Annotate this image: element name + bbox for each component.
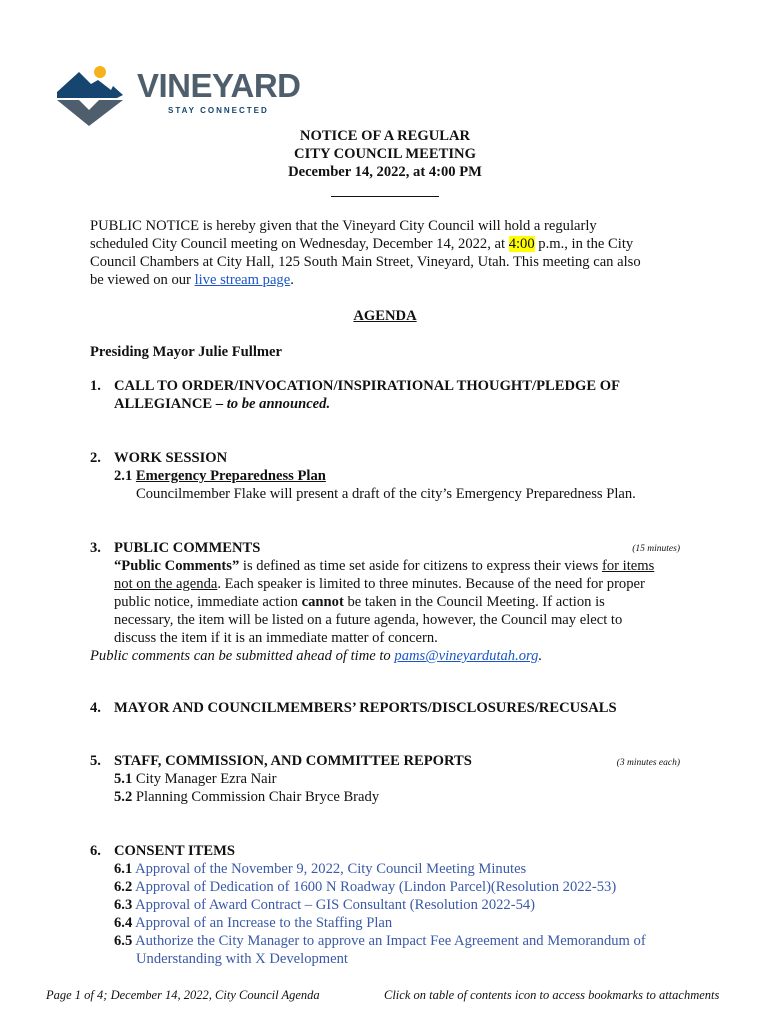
item-title: STAFF, COMMISSION, AND COMMITTEE REPORTS — [114, 753, 472, 769]
logo-tagline: STAY CONNECTED — [168, 106, 269, 115]
consent-link[interactable]: Authorize the City Manager to approve an Impact Fee Agreement and Memorandum of — [135, 933, 646, 949]
comments-line: necessary, the item will be listed on a future agenda, however, the Council may elect to — [114, 612, 623, 628]
item-title: MAYOR AND COUNCILMEMBERS’ REPORTS/DISCLOSURES/RECUSALS — [114, 700, 617, 716]
item-title: PUBLIC COMMENTS — [114, 540, 261, 556]
notice-line: scheduled City Council meeting on Wednesday, December 14, 2022, at 4:00 p.m., in the City — [90, 236, 634, 252]
consent-item: 6.3 Approval of Award Contract – GIS Consultant (Resolution 2022-54) — [114, 897, 536, 913]
notice-line: be viewed on our live stream page. — [90, 272, 294, 288]
item-number: 5. — [90, 753, 101, 769]
vineyard-logo — [55, 62, 310, 130]
consent-link-cont[interactable]: Understanding with X Development — [136, 951, 348, 967]
item-number: 3. — [90, 540, 101, 556]
title-date: December 14, 2022, at 4:00 PM — [288, 164, 482, 180]
sub-item: 5.1 City Manager Ezra Nair — [114, 771, 277, 787]
agenda-heading: AGENDA — [353, 308, 417, 324]
consent-link[interactable]: Approval of an Increase to the Staffing Plan — [135, 915, 393, 931]
consent-item: 6.1 Approval of the November 9, 2022, City Council Meeting Minutes — [114, 861, 527, 877]
notice-line: Council Chambers at City Hall, 125 South Main Street, Vineyard, Utah. This meeting can also — [90, 254, 641, 270]
live-stream-link[interactable]: live stream page — [194, 272, 291, 288]
title-divider — [331, 196, 439, 197]
title-line-2: CITY COUNCIL MEETING — [294, 146, 476, 162]
sub-item: 2.1 Emergency Preparedness Plan — [114, 468, 326, 484]
item-number: 4. — [90, 700, 101, 716]
item-number: 1. — [90, 378, 101, 394]
comments-line: discuss the item if it is an immediate matter of concern. — [114, 630, 438, 646]
sub-item-desc: Councilmember Flake will present a draft of the city’s Emergency Preparedness Plan. — [136, 486, 636, 502]
consent-link[interactable]: Approval of Dedication of 1600 N Roadway (Lindon Parcel)(Resolution 2022-53) — [135, 879, 617, 895]
logo-mark-icon — [55, 62, 135, 128]
consent-item: 6.2 Approval of Dedication of 1600 N Roadway (Lindon Parcel)(Resolution 2022-53) — [114, 879, 617, 895]
consent-item: 6.5 Authorize the City Manager to approve an Impact Fee Agreement and Memorandum of — [114, 933, 646, 949]
logo-name: VINEYARD — [137, 67, 301, 104]
time-allotment: (3 minutes each) — [616, 758, 680, 768]
consent-link[interactable]: Approval of Award Contract – GIS Consultant (Resolution 2022-54) — [135, 897, 536, 913]
footer-note: Click on table of contents icon to access bookmarks to attachments — [384, 988, 720, 1002]
item-title: WORK SESSION — [114, 450, 228, 466]
item-title: ALLEGIANCE – to be announced. — [114, 396, 331, 412]
comments-email-line: Public comments can be submitted ahead of time to pams@vineyardutah.org. — [90, 648, 543, 664]
notice-line: PUBLIC NOTICE is hereby given that the Vineyard City Council will hold a regularly — [90, 218, 597, 234]
comments-line: not on the agenda. Each speaker is limited to three minutes. Because of the need for proper — [114, 576, 645, 592]
consent-item: 6.4 Approval of an Increase to the Staffing Plan — [114, 915, 393, 931]
email-link[interactable]: pams@vineyardutah.org — [394, 648, 539, 664]
footer-page-info: Page 1 of 4; December 14, 2022, City Council Agenda — [46, 988, 320, 1002]
item-number: 2. — [90, 450, 101, 466]
item-title: CONSENT ITEMS — [114, 843, 235, 859]
consent-link[interactable]: Approval of the November 9, 2022, City Council Meeting Minutes — [135, 861, 527, 877]
title-line-1: NOTICE OF A REGULAR — [299, 128, 471, 144]
comments-line: public notice, immediate action cannot be taken in the Council Meeting. If action is — [114, 594, 605, 610]
sub-item: 5.2 Planning Commission Chair Bryce Brady — [114, 789, 380, 805]
comments-line: “Public Comments” is defined as time set aside for citizens to express their views for items — [114, 558, 655, 574]
time-allotment: (15 minutes) — [632, 544, 680, 554]
item-title: CALL TO ORDER/INVOCATION/INSPIRATIONAL THOUGHT/PLEDGE OF — [114, 378, 620, 394]
presiding: Presiding Mayor Julie Fullmer — [90, 344, 282, 360]
item-number: 6. — [90, 843, 101, 859]
